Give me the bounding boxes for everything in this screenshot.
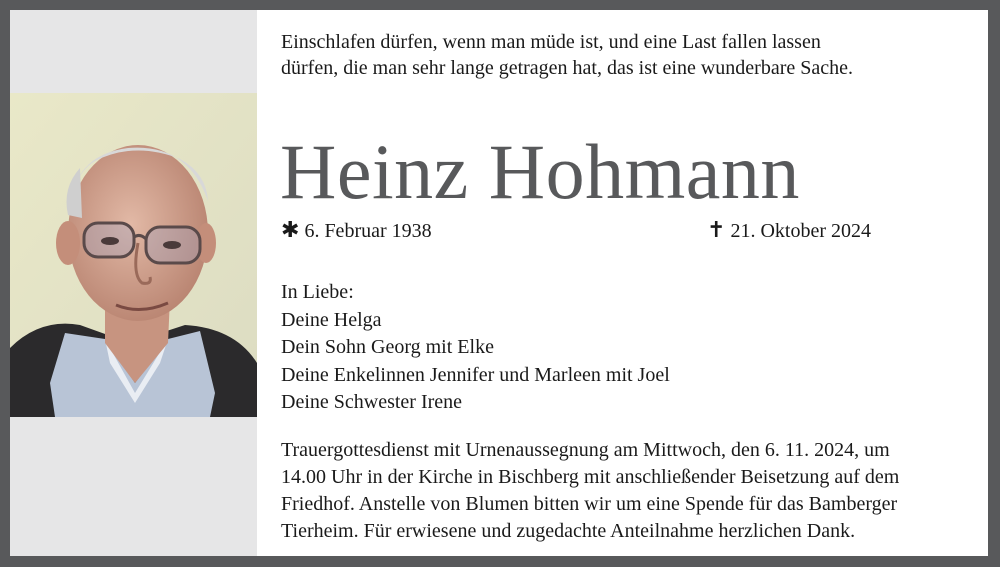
quote-line: dürfen, die man sehr lange getragen hat, das ist eine wunderbare Sache. bbox=[281, 57, 853, 79]
quote bbox=[281, 29, 961, 81]
birth-date-row bbox=[281, 217, 432, 244]
birth-star-icon: ✱ bbox=[281, 217, 300, 242]
service-line: 14.00 Uhr in der Kirche in Bischberg mit anschließender Beisetzung auf dem bbox=[281, 466, 900, 488]
life-dates bbox=[281, 217, 871, 245]
mourners-list bbox=[281, 279, 670, 417]
death-date: 21. Oktober 2024 bbox=[730, 220, 871, 242]
portrait-photo bbox=[10, 93, 257, 417]
service-line: Trauergottesdienst mit Urnenaussegnung am Mittwoch, den 6. 11. 2024, um bbox=[281, 439, 890, 461]
cross-icon: ✝ bbox=[707, 217, 726, 242]
quote-line: Einschlafen dürfen, wenn man müde ist, und eine Last fallen lassen bbox=[281, 31, 821, 53]
side-panel bbox=[10, 10, 257, 556]
mourner-line: Dein Sohn Georg mit Elke bbox=[281, 336, 494, 358]
birth-date: 6. Februar 1938 bbox=[304, 220, 432, 242]
mourner-line: Deine Schwester Irene bbox=[281, 391, 463, 413]
deceased-name: Heinz Hohmann bbox=[280, 128, 800, 215]
death-date-row bbox=[707, 217, 871, 244]
obituary-card bbox=[10, 10, 988, 556]
service-line: Friedhof. Anstelle von Blumen bitten wir um eine Spende für das Bamberger bbox=[281, 493, 898, 515]
mourner-line: Deine Enkelinnen Jennifer und Marleen mit Joel bbox=[281, 363, 670, 386]
mourners-heading: In Liebe: bbox=[281, 281, 354, 303]
service-line: Tierheim. Für erwiesene und zugedachte Anteilnahme herzlichen Dank. bbox=[281, 520, 856, 542]
mourner-line: Deine Helga bbox=[281, 308, 382, 331]
service-info bbox=[281, 437, 981, 545]
